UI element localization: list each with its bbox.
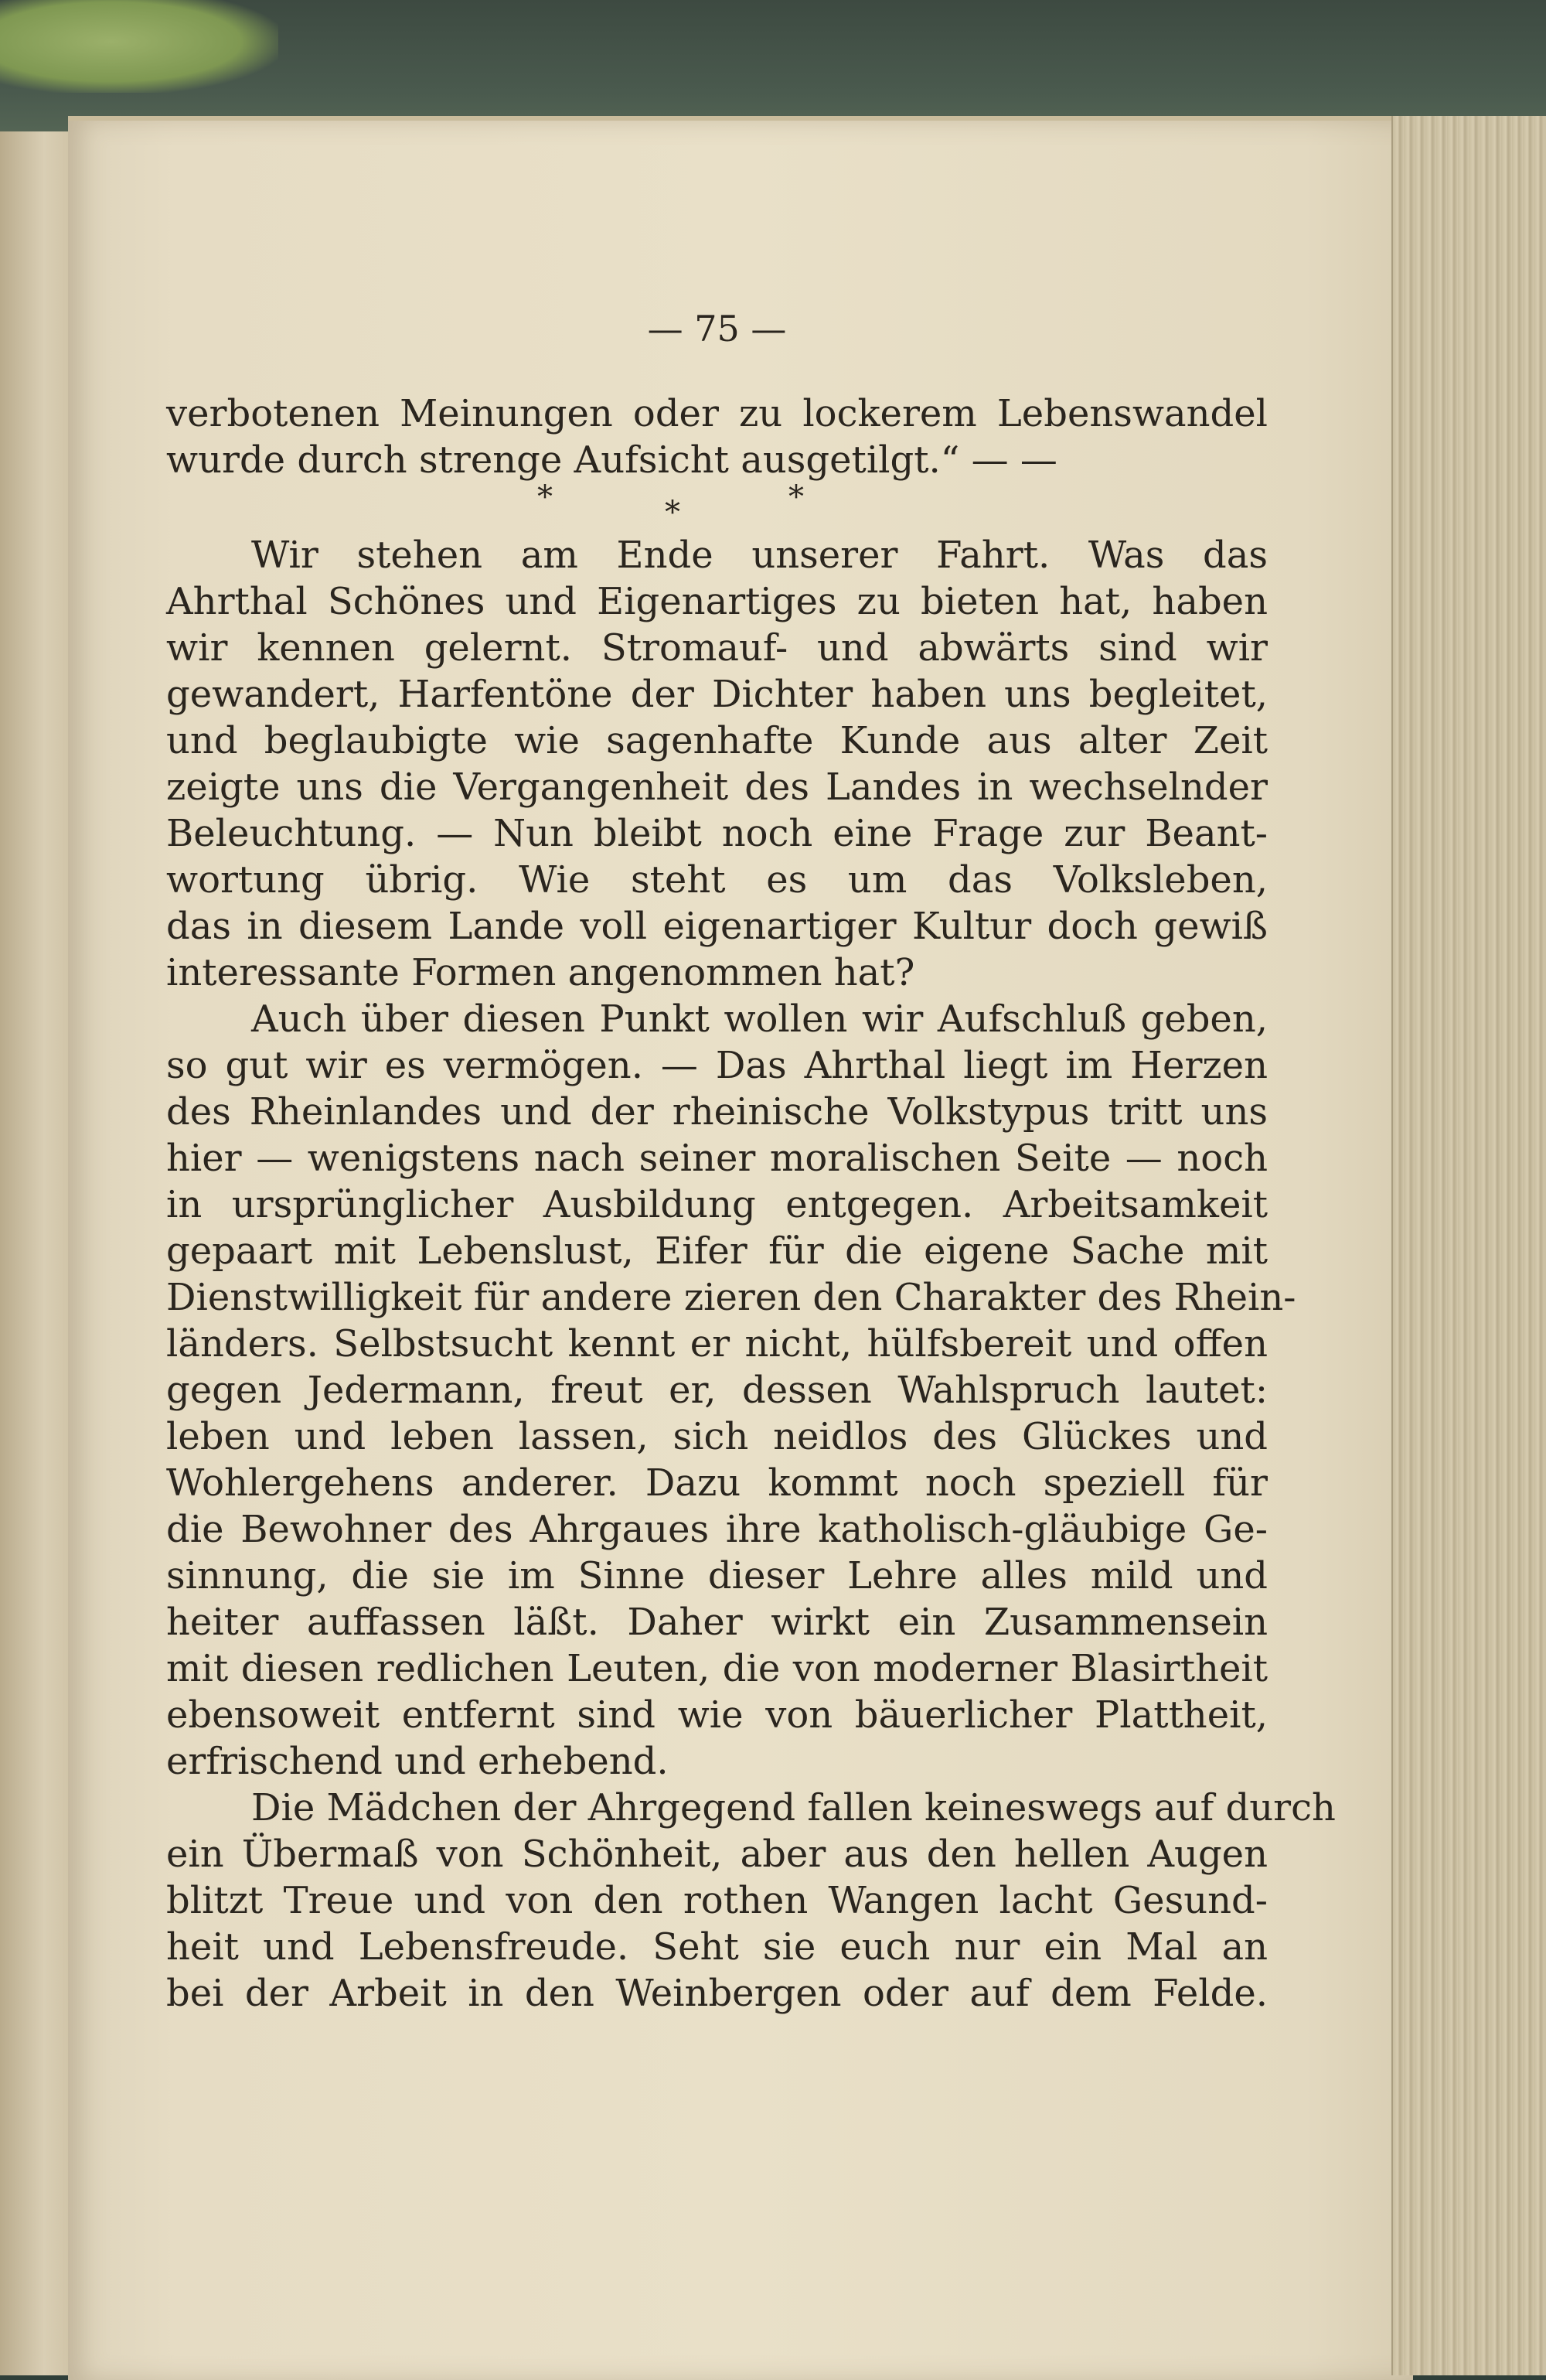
- text-line: in ursprünglicher Ausbildung entgegen. Arbeitsamkeit: [166, 1183, 1268, 1226]
- text-line: die Bewohner des Ahrgaues ihre katholisch-gläubige Ge-: [166, 1508, 1268, 1551]
- text-line: zeigte uns die Vergangenheit des Landes in wechselnder: [166, 765, 1268, 809]
- text-line: Wohlergehens anderer. Dazu kommt noch speziell für: [166, 1461, 1268, 1505]
- text-line: verbotenen Meinungen oder zu lockerem Lebenswandel: [166, 392, 1268, 435]
- separator-star: *: [665, 495, 680, 530]
- text-line: wir kennen gelernt. Stromauf- und abwärts sind wir: [166, 626, 1268, 670]
- previous-page-edge: [0, 131, 76, 2375]
- text-line: das in diesem Lande voll eigenartiger Kultur doch gewiß: [166, 905, 1268, 948]
- text-line: so gut wir es vermögen. — Das Ahrthal liegt im Herzen: [166, 1044, 1268, 1087]
- text-line: wortung übrig. Wie steht es um das Volksleben,: [166, 858, 1268, 902]
- cover-leaf-decoration: [0, 0, 278, 93]
- text-line: Beleuchtung. — Nun bleibt noch eine Frage zur Beant-: [166, 812, 1268, 855]
- text-line: ebensoweit entfernt sind wie von bäuerlicher Plattheit,: [166, 1693, 1268, 1737]
- separator-star: *: [788, 479, 804, 515]
- page-number: — 75 —: [647, 308, 787, 349]
- text-line: Auch über diesen Punkt wollen wir Aufschluß geben,: [251, 997, 1268, 1041]
- text-line: und beglaubigte wie sagenhafte Kunde aus alter Zeit: [166, 719, 1268, 762]
- text-line: heiter auffassen läßt. Daher wirkt ein Zusammensein: [166, 1601, 1268, 1644]
- text-line: erfrischend und erhebend.: [166, 1740, 669, 1783]
- text-line: hier — wenigstens nach seiner moralischen Seite — noch: [166, 1137, 1268, 1180]
- text-line: leben und leben lassen, sich neidlos des Glückes und: [166, 1415, 1268, 1458]
- text-line: heit und Lebensfreude. Seht sie euch nur ein Mal an: [166, 1925, 1268, 1969]
- text-line: länders. Selbstsucht kennt er nicht, hülfsbereit und offen: [166, 1322, 1268, 1366]
- text-line: mit diesen redlichen Leuten, die von moderner Blasirtheit: [166, 1647, 1268, 1690]
- separator-star: *: [537, 479, 553, 515]
- section-separator: [166, 479, 1268, 534]
- text-line: gepaart mit Lebenslust, Eifer für die eigene Sache mit: [166, 1229, 1268, 1273]
- text-line: des Rheinlandes und der rheinische Volkstypus tritt uns: [166, 1090, 1268, 1134]
- text-line: sinnung, die sie im Sinne dieser Lehre alles mild und: [166, 1554, 1268, 1597]
- text-line: Ahrthal Schönes und Eigenartiges zu bieten hat, haben: [166, 580, 1268, 623]
- text-line: blitzt Treue und von den rothen Wangen lacht Gesund-: [166, 1879, 1268, 1922]
- text-line: Dienstwilligkeit für andere zieren den Charakter des Rhein-: [166, 1276, 1296, 1319]
- text-line: gewandert, Harfentöne der Dichter haben uns begleitet,: [166, 673, 1268, 716]
- text-line: bei der Arbeit in den Weinbergen oder auf dem Felde.: [166, 1972, 1268, 2015]
- text-line: Die Mädchen der Ahrgegend fallen keineswegs auf durch: [251, 1786, 1336, 1829]
- text-line: wurde durch strenge Aufsicht ausgetilgt.“ — —: [166, 438, 1057, 482]
- text-line: ein Übermaß von Schönheit, aber aus den hellen Augen: [166, 1833, 1268, 1876]
- text-line: gegen Jedermann, freut er, dessen Wahlspruch lautet:: [166, 1369, 1268, 1412]
- text-line: interessante Formen angenommen hat?: [166, 951, 915, 994]
- page-stack-edges: [1391, 116, 1546, 2375]
- text-line: Wir stehen am Ende unserer Fahrt. Was das: [251, 534, 1268, 577]
